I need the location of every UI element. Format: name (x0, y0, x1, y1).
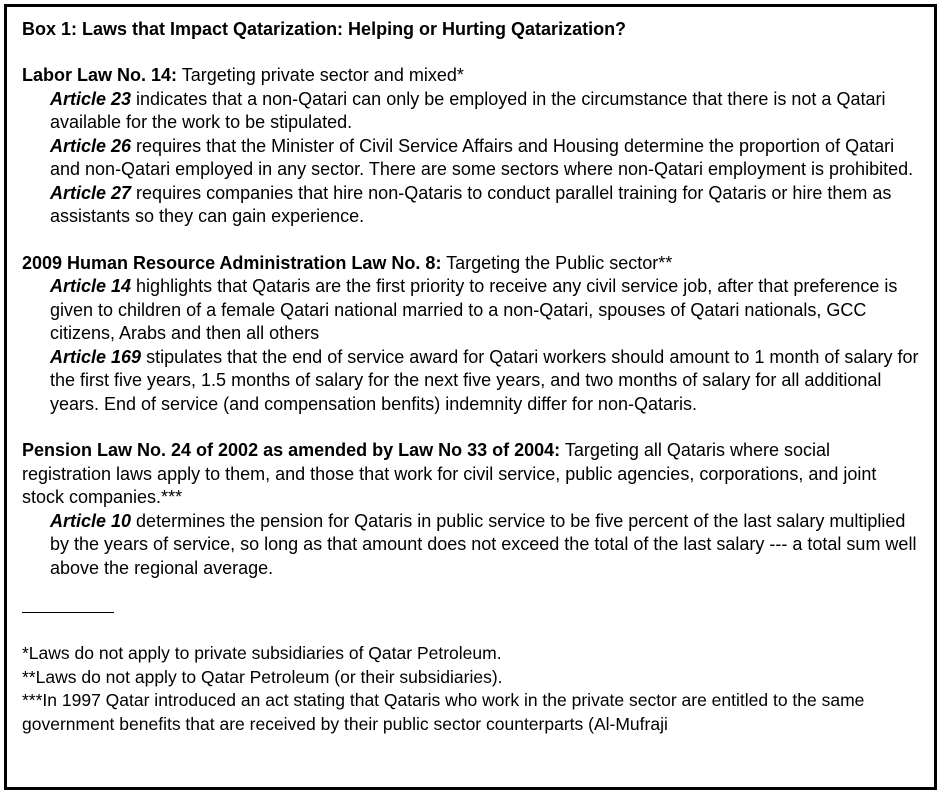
law-section-pension (22, 439, 920, 580)
article-item (50, 346, 920, 417)
article-text: stipulates that the end of service award for Qatari workers should amount to 1 month of salary for the first five years, 1.5 months of salary for the next five years, and two months of salary for all additional years. End of service (and compensation benfits) indemnity differ for non-Qataris. (50, 346, 919, 414)
article-label: Article 23 (50, 88, 132, 109)
law-name: 2009 Human Resource Administration Law No. 8: (22, 252, 442, 273)
law-name: Pension Law No. 24 of 2002 as amended by Law No 33 of 2004: (22, 440, 561, 460)
article-item (50, 275, 920, 346)
article-label: Article 26 (50, 135, 132, 156)
article-text: determines the pension for Qataris in public service to be five percent of the last salary multiplied by the years of service, so long as that amount does not exceed the total of the last salary --- a total sum well above the regional average. (50, 510, 917, 578)
footnote: *Laws do not apply to private subsidiaries of Qatar Petroleum. (22, 643, 502, 663)
law-name: Labor Law No. 14: (22, 65, 178, 85)
article-label: Article 10 (50, 510, 132, 531)
article-item (50, 135, 920, 182)
law-heading (22, 439, 920, 510)
box-title: Box 1: Laws that Impact Qatarization: Helping or Hurting Qatarization? (22, 19, 627, 39)
footnote: **Laws do not apply to Qatar Petroleum (or their subsidiaries). (22, 666, 503, 687)
footnotes (22, 642, 920, 736)
law-target: Targeting all Qataris where social registration laws apply to them, and those that work for civil service, public agencies, corporations, and joint stock companies.*** (22, 440, 877, 507)
law-section-labor (22, 64, 920, 229)
article-text: requires companies that hire non-Qataris to conduct parallel training for Qataris or hire them as assistants so they can gain experience. (50, 182, 892, 226)
article-label: Article 169 (50, 346, 142, 367)
law-heading (22, 252, 920, 276)
footnote-divider (22, 612, 114, 613)
law-section-hr (22, 252, 920, 417)
article-text: requires that the Minister of Civil Service Affairs and Housing determine the proportion of Qatari and non-Qatari employed in any sector. There are some sectors where non-Qatari employment is prohibited. (50, 135, 914, 179)
law-target: Targeting private sector and mixed* (177, 65, 464, 85)
article-item (50, 88, 920, 135)
article-text: highlights that Qataris are the first priority to receive any civil service job, after that preference is given to children of a female Qatari national married to a non-Qatari, spouses of Qatari nationals, GCC citizens, Arabs and then all others (50, 276, 898, 343)
article-text: indicates that a non-Qatari can only be employed in the circumstance that there is not a Qatari available for the work to be stipulated. (50, 88, 886, 132)
law-target: Targeting the Public sector** (441, 252, 673, 273)
laws-box (4, 4, 937, 790)
article-item (50, 510, 920, 581)
article-label: Article 27 (50, 182, 132, 203)
article-item (50, 182, 920, 229)
law-heading (22, 64, 920, 88)
footnote: ***In 1997 Qatar introduced an act stating that Qataris who work in the private sector are entitled to the same government benefits that are received by their public sector counterparts (Al-Mufraji (22, 690, 865, 734)
article-label: Article 14 (50, 276, 132, 296)
